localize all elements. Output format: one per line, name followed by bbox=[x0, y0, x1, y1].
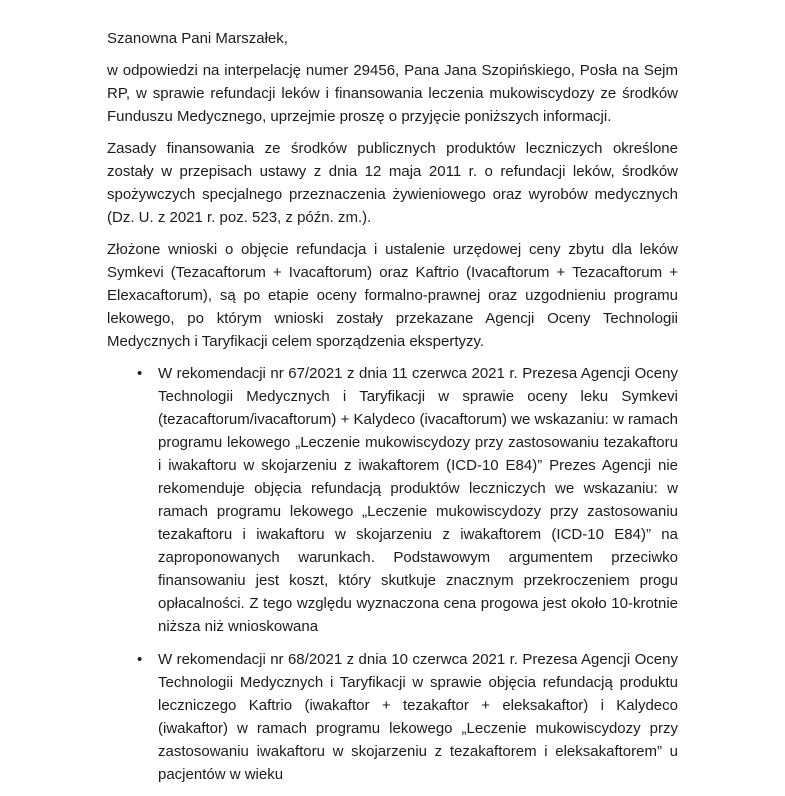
legal-basis-paragraph: Zasady finansowania ze środków publicznych produktów leczniczych określone zostały w przepisach ustawy z dnia 12 maja 2011 r. o refundacji leków, środków spożywczych specjalnego przeznaczenia żywieniowego oraz wyrobów medycznych (Dz. U. z 2021 r. poz. 523, z późn. zm.). bbox=[107, 140, 678, 226]
letter-document bbox=[107, 27, 678, 796]
salutation: Szanowna Pani Marszałek, bbox=[107, 30, 288, 47]
recommendations-list bbox=[107, 362, 678, 786]
recommendation-item-67-2021: • W rekomendacji nr 67/2021 z dnia 11 czerwca 2021 r. Prezesa Agencji Oceny Technologii Medycznych i Taryfikacji w sprawie oceny leku Symkevi (tezacaftorum/ivacaftorum) + Kalydeco (ivacaftorum) we wskazaniu: w ramach programu lekowego „Leczenie mukowiscydozy przy zastosowaniu tezakaftoru i iwakaftoru w skojarzeniu z iwakaftorem (ICD-10 E84)” Prezes Agencji nie rekomenduje objęcia refundacją produktów leczniczych we wskazaniu: w ramach programu lekowego „Leczenie mukowiscydozy przy zastosowaniu tezakaftoru i iwakaftoru w skojarzeniu z iwakaftorem (ICD-10 E84)” na zaproponowanych warunkach. Podstawowym argumentem przeciwko finansowaniu jest koszt, który skutkuje znacznym przekroczeniem progu opłacalności. Z tego względu wyznaczona cena progowa jest około 10-krotnie niższa niż wnioskowana bbox=[158, 362, 678, 638]
applications-status-paragraph: Złożone wnioski o objęcie refundacja i ustalenie urzędowej ceny zbytu dla leków Symkevi (Tezacaftorum + Ivacaftorum) oraz Kaftrio (Ivacaftorum + Tezacaftorum + Elexacaftorum), są po etapie oceny formalno-prawnej oraz uzgodnieniu programu lekowego, po którym wnioski zostały przekazane Agencji Oceny Technologii Medycznych i Taryfikacji celem sporządzenia ekspertyzy. bbox=[107, 241, 678, 350]
recommendation-item-68-2021: • W rekomendacji nr 68/2021 z dnia 10 czerwca 2021 r. Prezesa Agencji Oceny Technologii Medycznych i Taryfikacji w sprawie objęcia refundacją produktu leczniczego Kaftrio (iwakaftor + tezakaftor + eleksakaftor) i Kalydeco (iwakaftor) w ramach programu lekowego „Leczenie mukowiscydozy przy zastosowaniu iwakaftoru w skojarzeniu z tezakaftorem i eleksakaftorem” u pacjentów w wieku bbox=[158, 648, 678, 786]
intro-paragraph: w odpowiedzi na interpelację numer 29456, Pana Jana Szopińskiego, Posła na Sejm RP, w sprawie refundacji leków i finansowania leczenia mukowiscydozy ze środków Funduszu Medycznego, uprzejmie proszę o przyjęcie poniższych informacji. bbox=[107, 62, 678, 125]
